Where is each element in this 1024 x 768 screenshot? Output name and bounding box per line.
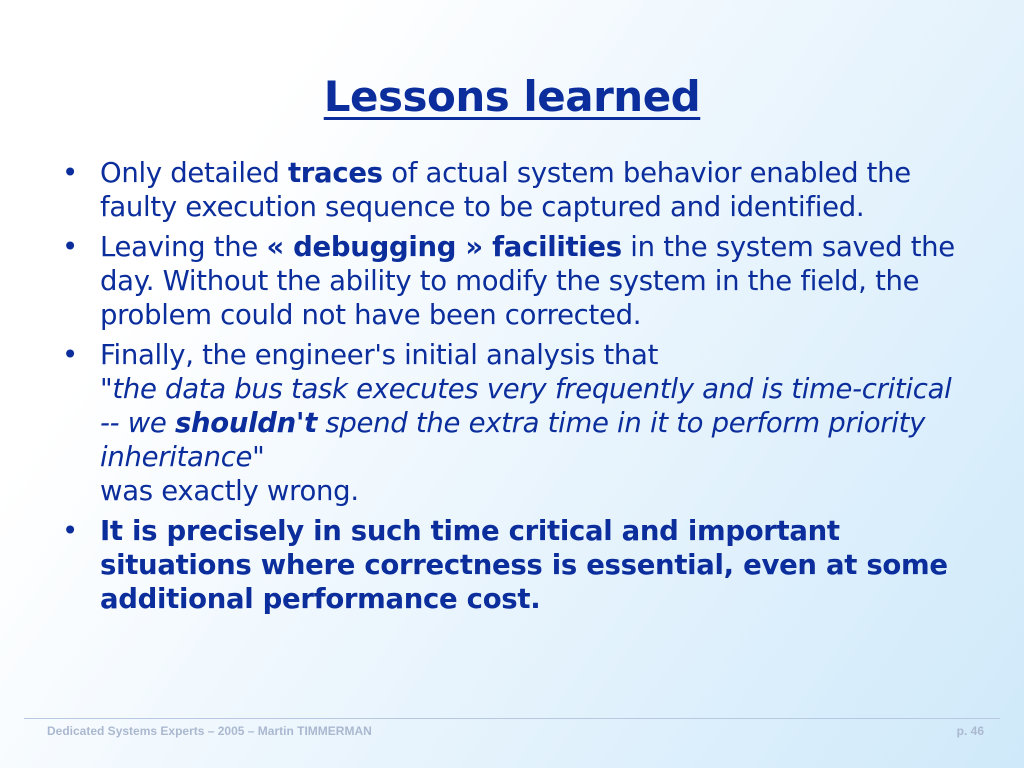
quoted-analysis: the data bus task executes very frequently and is time-critical -- we	[100, 373, 952, 439]
bullet-text: in the system saved the day. Without the ability to modify the system in the field, the problem could not have been corrected.	[100, 231, 955, 331]
bullet-emphasis: traces	[287, 157, 383, 189]
footer-credit: Dedicated Systems Experts – 2005 – Martin TIMMERMAN	[47, 724, 372, 738]
quoted-emphasis: shouldn't	[174, 407, 317, 439]
bullet-text: of actual system behavior enabled the faulty execution sequence to be captured and identified.	[100, 157, 911, 223]
bullet-list	[60, 156, 960, 622]
bullet-emphasis: It is precisely in such time critical and important situations where correctness is essential, even at some additional performance cost.	[100, 515, 948, 615]
footer-divider	[24, 718, 1000, 719]
quote-mark: "	[100, 373, 113, 405]
bullet-text: Only detailed	[100, 157, 288, 189]
bullet-text: Finally, the engineer's initial analysis that	[100, 339, 659, 371]
bullet-emphasis: « debugging » facilities	[266, 231, 622, 263]
bullet-item-conclusion	[60, 514, 960, 616]
quote-mark: "	[252, 441, 265, 473]
bullet-text: Leaving the	[100, 231, 267, 263]
quoted-analysis: spend the extra time in it to perform priority inheritance	[100, 407, 926, 473]
bullet-item-debugging	[60, 230, 960, 332]
bullet-marker: •	[62, 231, 78, 263]
bullet-item-analysis	[60, 338, 960, 508]
bullet-marker: •	[62, 515, 78, 547]
bullet-item-traces	[60, 156, 960, 224]
slide-title: Lessons learned	[323, 72, 701, 121]
bullet-text: was exactly wrong.	[100, 475, 359, 507]
page-number: p. 46	[956, 724, 984, 738]
bullet-marker: •	[62, 339, 78, 371]
bullet-marker: •	[62, 157, 78, 189]
